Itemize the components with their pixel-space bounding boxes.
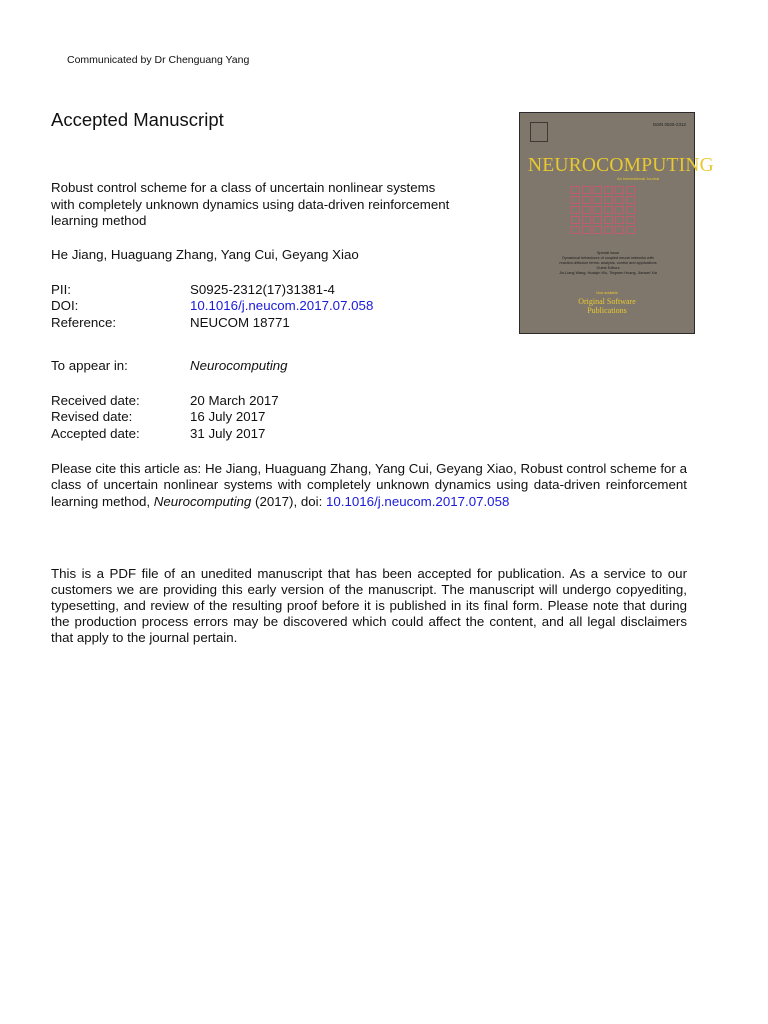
cover-grid-cell <box>604 226 613 234</box>
accepted-value: 31 July 2017 <box>190 425 266 441</box>
cover-grid-cell <box>626 186 635 194</box>
article-title-line: Robust control scheme for a class of uncertain nonlinear systems <box>51 180 436 195</box>
cover-grid-cell <box>626 196 635 204</box>
citation-doi-link[interactable]: 10.1016/j.neucom.2017.07.058 <box>326 493 510 509</box>
cover-grid-cell <box>582 216 591 224</box>
communicated-by: Communicated by Dr Chenguang Yang <box>67 54 250 66</box>
citation-lead: Please cite this article as: He Jiang, Huaguang Zhang, Yang Cui, Geyang Xiao, Robust control scheme for a class of uncertain nonlinear systems with completely unknown dynamics using data-driven reinforcement learning method, <box>51 461 687 509</box>
cover-grid-cell <box>571 226 580 234</box>
pii-label: PII: <box>51 282 71 297</box>
cover-grid-cell <box>626 216 635 224</box>
citation-tail: (2017), doi: <box>255 493 323 509</box>
cover-grid-cell <box>593 186 602 194</box>
appear-block <box>51 358 451 374</box>
disclaimer-paragraph: This is a PDF file of an unedited manuscript that has been accepted for publication. As a service to our customers we are providing this early version of the manuscript. The manuscript will undergo copyediting, typesetting, and review of the resulting proof before it is published in its final form. Please note that during the production process errors may be discovered which could affect the content, and all legal disclaimers that apply to the journal pertain. <box>51 566 687 646</box>
received-value: 20 March 2017 <box>190 393 279 408</box>
received-row <box>51 393 451 409</box>
cover-issue-line: Jin-Liang Wang, Huaiqin Wu, Tingwen Huang, Jianwei Xia <box>559 271 657 275</box>
reference-value: NEUCOM 18771 <box>190 314 290 330</box>
cover-oss-title <box>520 297 694 315</box>
cover-grid-cell <box>593 206 602 214</box>
cover-grid-cell <box>604 216 613 224</box>
cover-issue-text <box>532 251 684 276</box>
cover-grid-cell <box>593 196 602 204</box>
identifier-block <box>51 282 451 331</box>
cover-subtitle: An International Journal <box>617 176 660 181</box>
cover-oss-small: Now available <box>596 291 618 295</box>
cover-grid-cell <box>571 216 580 224</box>
cover-grid-cell <box>604 206 613 214</box>
doi-label: DOI: <box>51 298 79 314</box>
cover-grid-cell <box>593 226 602 234</box>
cover-grid-cell <box>582 186 591 194</box>
cover-grid-cell <box>615 186 624 194</box>
cover-issue-line: reaction-diffusion terms: analysis, control and applications <box>559 261 657 265</box>
revised-value: 16 July 2017 <box>190 409 266 425</box>
revised-label: Revised date: <box>51 409 133 425</box>
cover-grid-cell <box>593 216 602 224</box>
reference-row <box>51 315 451 331</box>
cover-grid-cell <box>615 196 624 204</box>
appear-label: To appear in: <box>51 358 128 373</box>
article-title-line: with completely unknown dynamics using data-driven reinforcement <box>51 196 450 212</box>
cover-grid-cell <box>571 186 580 194</box>
page-title: Accepted Manuscript <box>51 109 224 130</box>
cover-grid-cell <box>582 206 591 214</box>
cover-grid-cell <box>626 206 635 214</box>
cover-oss-line: Original Software <box>578 297 636 306</box>
appear-journal: Neurocomputing <box>190 358 288 373</box>
journal-cover-image <box>519 112 714 334</box>
cover-issn: ISSN 0925-2312 <box>652 122 686 127</box>
cover-grid-cell <box>615 206 624 214</box>
accepted-row <box>51 426 451 442</box>
citation-paragraph <box>51 461 687 510</box>
article-title-line: learning method <box>51 213 147 228</box>
cover-grid-cell <box>626 226 635 234</box>
cover-grid-cell <box>604 186 613 194</box>
publisher-logo-icon <box>530 122 548 142</box>
citation-journal: Neurocomputing <box>153 493 252 509</box>
appear-row <box>51 358 451 374</box>
article-title <box>51 180 491 230</box>
cover-grid-cell <box>582 226 591 234</box>
pii-value: S0925-2312(17)31381-4 <box>190 282 335 297</box>
author-list: He Jiang, Huaguang Zhang, Yang Cui, Geyang Xiao <box>51 247 359 262</box>
cover-oss-line: Publications <box>587 306 627 315</box>
accepted-label: Accepted date: <box>51 425 140 441</box>
cover-grid-cell <box>571 206 580 214</box>
cover-grid-cell <box>615 216 624 224</box>
doi-row <box>51 298 451 314</box>
received-label: Received date: <box>51 393 140 408</box>
cover-issue-line: Special issue <box>596 251 620 255</box>
revised-row <box>51 409 451 425</box>
cover-journal-name: NEUROCOMPUTING <box>528 155 714 176</box>
cover-issue-line: Guest Editors <box>596 266 620 270</box>
doi-link[interactable]: 10.1016/j.neucom.2017.07.058 <box>190 298 374 314</box>
cover-grid-graphic <box>571 186 635 234</box>
cover-grid-cell <box>604 196 613 204</box>
pii-row <box>51 282 451 298</box>
cover-issue-line: Dynamical behaviours of coupled neural networks with <box>562 256 654 260</box>
dates-block <box>51 393 451 442</box>
cover-grid-cell <box>582 196 591 204</box>
cover-grid-cell <box>615 226 624 234</box>
cover-grid-cell <box>571 196 580 204</box>
reference-label: Reference: <box>51 314 117 330</box>
